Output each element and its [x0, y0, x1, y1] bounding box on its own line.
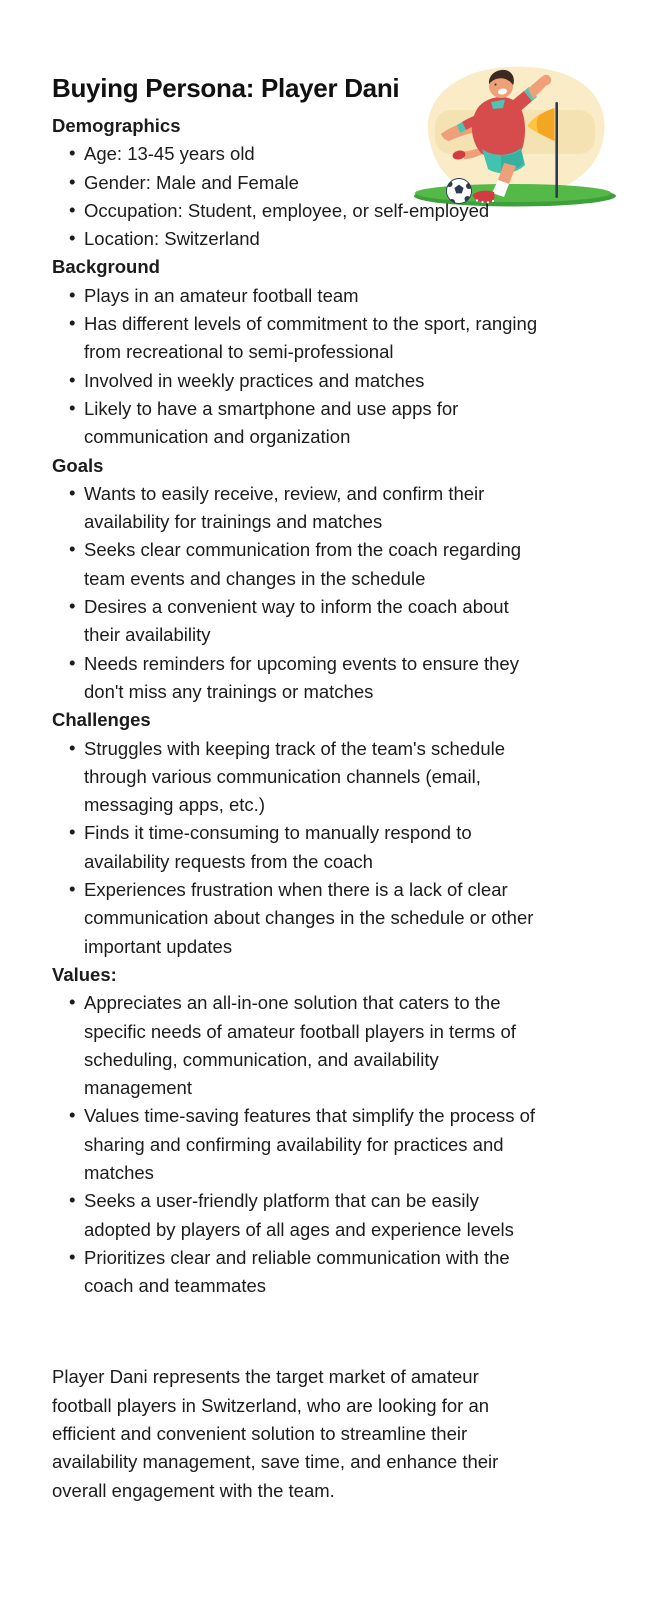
list-item: • Location: Switzerland [52, 225, 539, 253]
bullet-list-challenges [52, 735, 539, 961]
section-goals [52, 452, 627, 707]
bullet-list-goals [52, 480, 539, 706]
list-item: • Has different levels of commitment to the sport, ranging from recreational to semi-professional [52, 310, 539, 367]
section-heading-background: Background [52, 256, 160, 278]
list-item: • Seeks clear communication from the coach regarding team events and changes in the schedule [52, 536, 539, 593]
list-item: • Values time-saving features that simplify the process of sharing and confirming availability for practices and matches [52, 1102, 539, 1187]
section-demographics [52, 112, 627, 253]
list-item: • Struggles with keeping track of the team's schedule through various communication channels (email, messaging apps, etc.) [52, 735, 539, 820]
section-heading-values: Values: [52, 963, 117, 985]
list-item: • Desires a convenient way to inform the coach about their availability [52, 593, 539, 650]
list-item: • Prioritizes clear and reliable communication with the coach and teammates [52, 1244, 539, 1301]
list-item: • Likely to have a smartphone and use apps for communication and organization [52, 395, 539, 452]
list-item: • Gender: Male and Female [52, 169, 539, 197]
section-heading-goals: Goals [52, 454, 104, 476]
list-item: • Experiences frustration when there is a lack of clear communication about changes in the schedule or other important updates [52, 876, 539, 961]
bullet-list-demographics [52, 140, 539, 253]
list-item: • Finds it time-consuming to manually respond to availability requests from the coach [52, 819, 539, 876]
bullet-list-values [52, 989, 539, 1300]
section-background [52, 253, 627, 451]
list-item: • Plays in an amateur football team [52, 282, 539, 310]
page-title: Buying Persona: Player Dani [52, 73, 400, 103]
list-item: • Occupation: Student, employee, or self-employed [52, 197, 539, 225]
list-item: • Involved in weekly practices and matches [52, 367, 539, 395]
list-item: • Wants to easily receive, review, and confirm their availability for trainings and matches [52, 480, 539, 537]
list-item: • Age: 13-45 years old [52, 140, 539, 168]
summary-paragraph: Player Dani represents the target market of amateur football players in Switzerland, who are looking for an efficient and convenient solution to streamline their availability management, save time, and enhance their overall engagement with the team. [52, 1366, 499, 1501]
section-values [52, 961, 627, 1301]
list-item: • Seeks a user-friendly platform that can be easily adopted by players of all ages and experience levels [52, 1187, 539, 1244]
section-heading-challenges: Challenges [52, 709, 151, 731]
list-item: • Appreciates an all-in-one solution that caters to the specific needs of amateur football players in terms of scheduling, communication, and availability management [52, 989, 539, 1102]
section-heading-demographics: Demographics [52, 115, 181, 136]
section-challenges [52, 706, 627, 961]
list-item: • Needs reminders for upcoming events to ensure they don't miss any trainings or matches [52, 650, 539, 707]
bullet-list-background [52, 282, 539, 452]
